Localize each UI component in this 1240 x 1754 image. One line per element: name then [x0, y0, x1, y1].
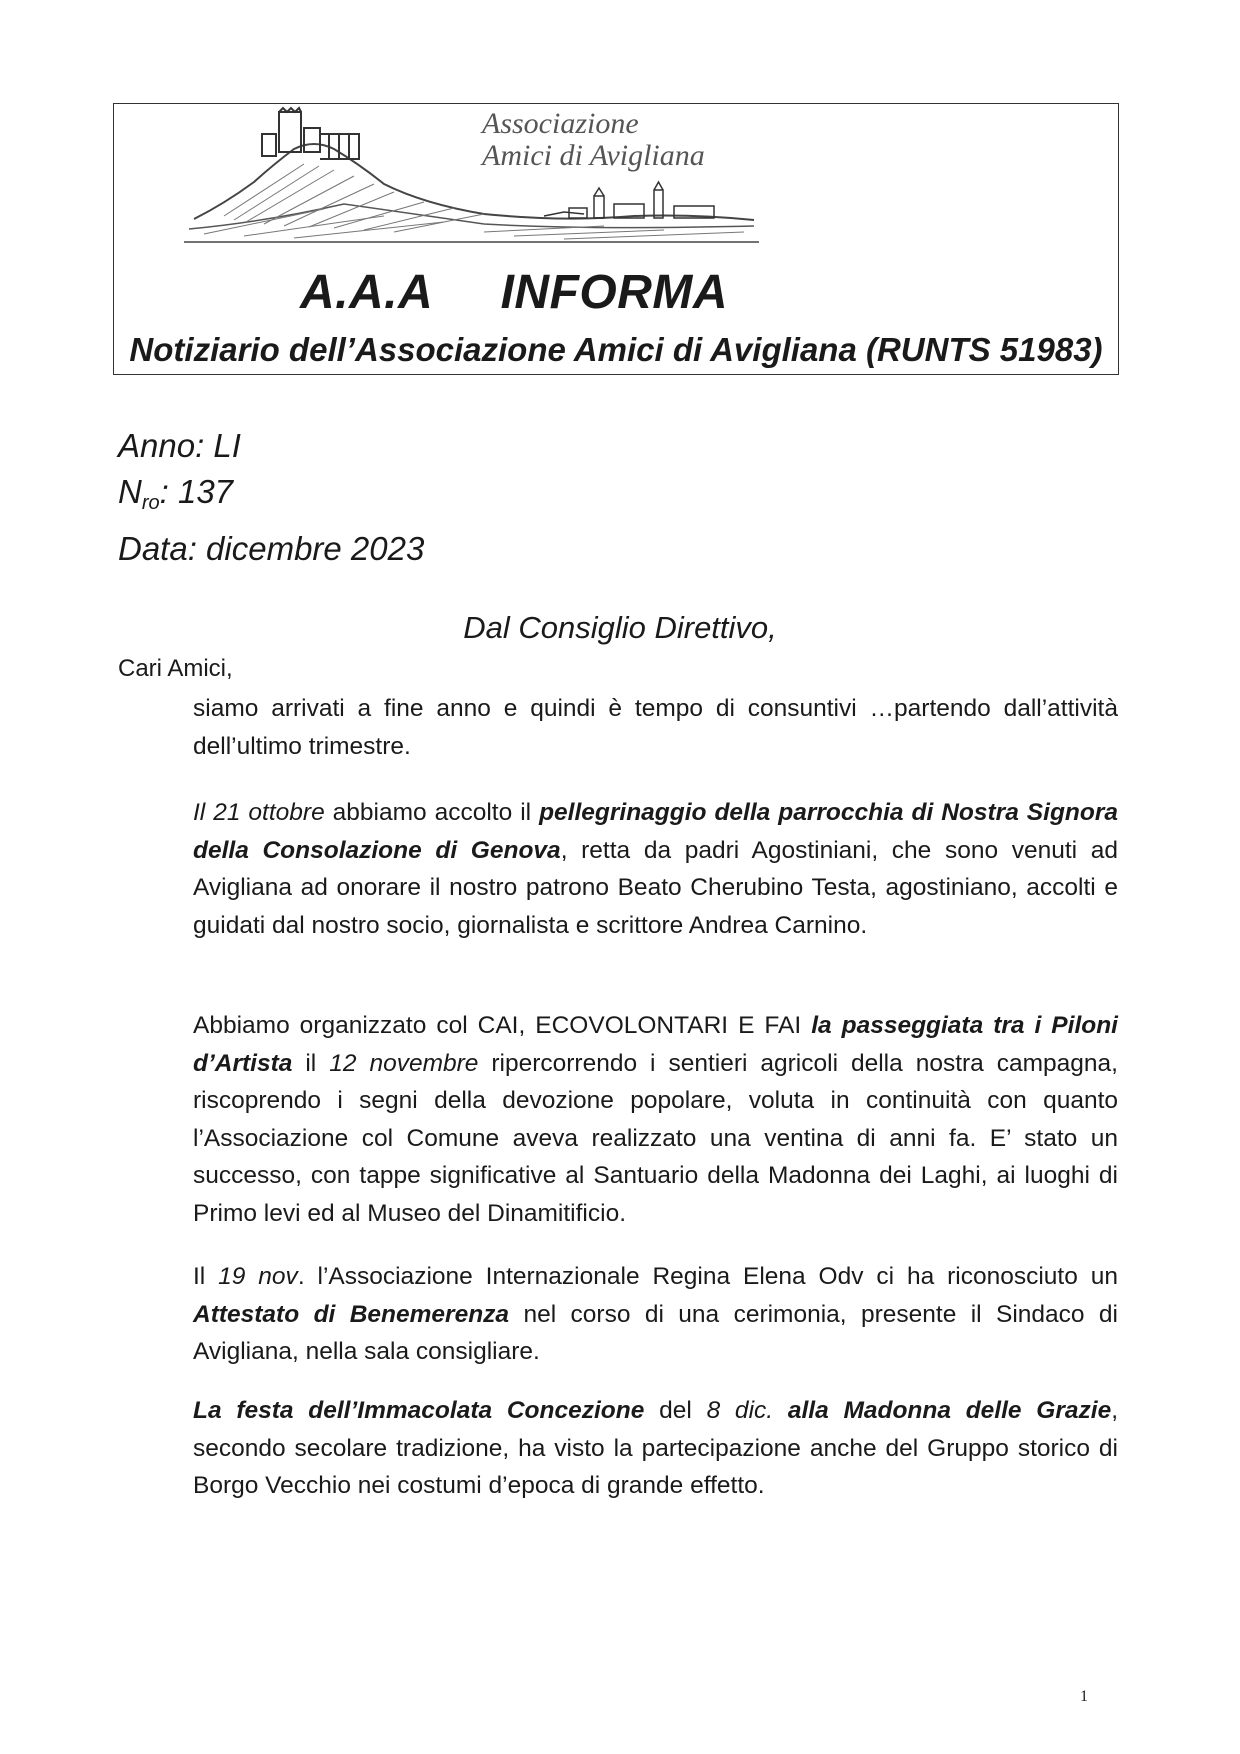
paragraph-attestato: [193, 1258, 1118, 1371]
newsletter-title: A.A.A INFORMA: [300, 266, 729, 319]
text-run: ripercorrendo i sentieri agricoli della nostra campagna, riscoprendo i segni della devozione popolare, voluta in continuità con quanto l’Associazione col Comune aveva realizzato una ventina di anni fa. E’ stato un successo, con tappe significative al Santuario della Madonna dei Laghi, ai luoghi di Primo levi ed al Museo del Dinamitificio.: [193, 1049, 1118, 1227]
text-run: , secondo secolare tradizione, ha visto la partecipazione anche del Gruppo storico di Borgo Vecchio nei costumi d’epoca di grande effetto.: [193, 1397, 1119, 1499]
text-run: nel corso di una cerimonia, presente il Sindaco di Avigliana, nella sala consigliare.: [193, 1300, 1118, 1365]
text-run: il: [292, 1049, 330, 1077]
text-run: Abbiamo organizzato col CAI, ECOVOLONTARI E FAI: [193, 1012, 812, 1039]
section-heading: Dal Consiglio Direttivo,: [463, 610, 777, 645]
text-run: 8 dic.: [706, 1397, 774, 1424]
paragraph-text: siamo arrivati a fine anno e quindi è tempo di consuntivi …partendo dall’attività dell’ultimo trimestre.: [193, 695, 1118, 760]
text-run: , retta da padri Agostiniani, che sono venuti ad Avigliana ad onorare il nostro patrono Beato Cherubino Testa, agostiniano, accolti e guidati dal nostro socio, giornalista e scrittore Andrea Carnino.: [193, 836, 1118, 939]
logo-line-1: Associazione: [482, 107, 639, 140]
text-run: pellegrinaggio della parrocchia di Nostra Signora della Consolazione di Genova: [193, 799, 1118, 864]
greeting: Cari Amici,: [118, 655, 233, 682]
text-run: 19 nov: [218, 1263, 298, 1290]
text-run: . l’Associazione Internazionale Regina Elena Odv ci ha riconosciuto un: [297, 1263, 1119, 1290]
logo-line-2: Amici di Avigliana: [482, 139, 705, 172]
issue-number-value: : 137: [159, 473, 234, 510]
text-run: Attestato di Benemerenza: [193, 1300, 510, 1328]
text-run: del: [644, 1397, 707, 1424]
text-run: Il: [193, 1263, 219, 1290]
issue-number-sub: ro: [141, 492, 160, 514]
issue-number: [118, 469, 424, 526]
text-run: Il 21 ottobre: [193, 799, 325, 826]
newsletter-subtitle: Notiziario dell’Associazione Amici di Avigliana (RUNTS 51983): [129, 331, 1103, 368]
issue-date: Data: dicembre 2023: [118, 530, 425, 567]
text-run: 12 novembre: [329, 1049, 479, 1077]
issue-number-prefix: N: [118, 473, 142, 510]
paragraph-passeggiata: [193, 1007, 1118, 1232]
text-run: La festa dell’Immacolata Concezione: [193, 1397, 645, 1424]
text-run: alla Madonna delle Grazie: [787, 1397, 1112, 1424]
issue-info: [118, 423, 424, 572]
paragraph-pellegrinaggio: [193, 794, 1118, 944]
page-number: 1: [1080, 1688, 1088, 1705]
paragraph-intro: [193, 690, 1118, 765]
text-run: abbiamo accolto il: [324, 799, 540, 826]
paragraph-immacolata: [193, 1392, 1118, 1505]
issue-year: Anno: LI: [118, 427, 241, 464]
logo-wordmark: [482, 108, 705, 172]
text-run: la passeggiata tra i Piloni d’Artista: [193, 1012, 1118, 1077]
text-run: [773, 1397, 788, 1424]
masthead-box: [113, 103, 1119, 375]
